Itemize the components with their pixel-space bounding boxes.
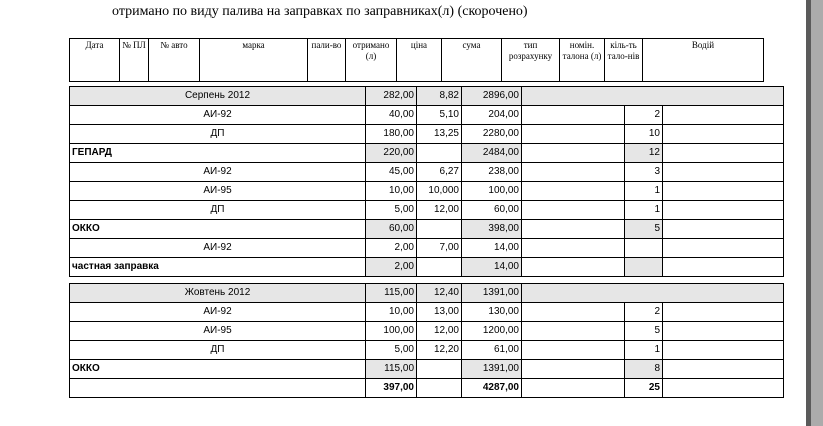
driver-cell	[663, 220, 784, 239]
type-cell	[522, 258, 625, 277]
type-cell	[522, 201, 625, 220]
fuel-row	[70, 303, 784, 322]
gap-cell	[70, 277, 784, 284]
price-cell	[417, 379, 462, 398]
price-cell: 12,00	[417, 322, 462, 341]
type-cell	[522, 360, 625, 379]
column-header: № авто	[149, 39, 200, 82]
report-title: отримано по виду палива на заправках по заправниках(л) (скорочено)	[112, 4, 528, 19]
group-gap	[70, 277, 784, 284]
count-cell: 10	[625, 125, 663, 144]
total-row	[70, 379, 784, 398]
driver-cell	[663, 258, 784, 277]
fuel-row	[70, 163, 784, 182]
sum-cell: 2280,00	[462, 125, 522, 144]
station-row	[70, 220, 784, 239]
column-header: отримано (л)	[346, 39, 397, 82]
fuel-label: ДП	[70, 341, 366, 360]
month-filler	[522, 87, 784, 106]
price-cell: 13,00	[417, 303, 462, 322]
column-header: тип розрахунку	[502, 39, 560, 82]
driver-cell	[663, 163, 784, 182]
price-cell: 7,00	[417, 239, 462, 258]
type-cell	[522, 379, 625, 398]
fuel-label: АИ-95	[70, 322, 366, 341]
month-row	[70, 284, 784, 303]
qty-cell: 220,00	[366, 144, 417, 163]
fuel-label: АИ-92	[70, 106, 366, 125]
count-cell: 1	[625, 341, 663, 360]
sum-cell: 14,00	[462, 258, 522, 277]
price-cell: 8,82	[417, 87, 462, 106]
column-header: Дата	[70, 39, 120, 82]
month-filler	[522, 284, 784, 303]
qty-cell: 180,00	[366, 125, 417, 144]
station-row	[70, 144, 784, 163]
fuel-row	[70, 125, 784, 144]
driver-cell	[663, 144, 784, 163]
report-body-table	[69, 86, 784, 398]
qty-cell: 40,00	[366, 106, 417, 125]
sum-cell: 61,00	[462, 341, 522, 360]
sum-cell: 1200,00	[462, 322, 522, 341]
price-cell	[417, 144, 462, 163]
fuel-label: ДП	[70, 201, 366, 220]
fuel-label: АИ-95	[70, 182, 366, 201]
driver-cell	[663, 201, 784, 220]
count-cell	[625, 258, 663, 277]
fuel-row	[70, 106, 784, 125]
type-cell	[522, 239, 625, 258]
type-cell	[522, 220, 625, 239]
sum-cell: 60,00	[462, 201, 522, 220]
fuel-label: АИ-92	[70, 163, 366, 182]
station-label: ОККО	[70, 220, 366, 239]
qty-cell: 45,00	[366, 163, 417, 182]
station-label: ГЕПАРД	[70, 144, 366, 163]
column-header: ціна	[397, 39, 442, 82]
count-cell: 2	[625, 106, 663, 125]
column-header: марка	[200, 39, 308, 82]
fuel-label: АИ-92	[70, 303, 366, 322]
total-label	[70, 379, 366, 398]
driver-cell	[663, 182, 784, 201]
column-header: номін. талона (л)	[560, 39, 605, 82]
price-cell: 12,20	[417, 341, 462, 360]
column-header: сума	[442, 39, 502, 82]
type-cell	[522, 163, 625, 182]
fuel-row	[70, 182, 784, 201]
count-cell: 12	[625, 144, 663, 163]
price-cell: 10,000	[417, 182, 462, 201]
qty-cell: 282,00	[366, 87, 417, 106]
type-cell	[522, 144, 625, 163]
sum-cell: 130,00	[462, 303, 522, 322]
type-cell	[522, 182, 625, 201]
type-cell	[522, 303, 625, 322]
sum-cell: 100,00	[462, 182, 522, 201]
qty-cell: 397,00	[366, 379, 417, 398]
sum-cell: 4287,00	[462, 379, 522, 398]
qty-cell: 115,00	[366, 360, 417, 379]
month-label: Серпень 2012	[70, 87, 366, 106]
price-cell: 5,10	[417, 106, 462, 125]
count-cell: 5	[625, 220, 663, 239]
station-label: частная заправка	[70, 258, 366, 277]
fuel-label: ДП	[70, 125, 366, 144]
driver-cell	[663, 379, 784, 398]
month-label: Жовтень 2012	[70, 284, 366, 303]
price-cell	[417, 220, 462, 239]
driver-cell	[663, 303, 784, 322]
qty-cell: 100,00	[366, 322, 417, 341]
qty-cell: 10,00	[366, 182, 417, 201]
type-cell	[522, 322, 625, 341]
count-cell: 5	[625, 322, 663, 341]
price-cell: 12,40	[417, 284, 462, 303]
header-row	[70, 39, 764, 82]
driver-cell	[663, 341, 784, 360]
price-cell	[417, 360, 462, 379]
station-label: ОККО	[70, 360, 366, 379]
station-row	[70, 258, 784, 277]
sum-cell: 2896,00	[462, 87, 522, 106]
type-cell	[522, 125, 625, 144]
price-cell: 13,25	[417, 125, 462, 144]
fuel-label: АИ-92	[70, 239, 366, 258]
qty-cell: 5,00	[366, 201, 417, 220]
count-cell: 3	[625, 163, 663, 182]
qty-cell: 2,00	[366, 258, 417, 277]
sum-cell: 1391,00	[462, 360, 522, 379]
type-cell	[522, 106, 625, 125]
count-cell: 1	[625, 201, 663, 220]
sum-cell: 2484,00	[462, 144, 522, 163]
driver-cell	[663, 360, 784, 379]
price-cell	[417, 258, 462, 277]
fuel-row	[70, 322, 784, 341]
station-row	[70, 360, 784, 379]
qty-cell: 2,00	[366, 239, 417, 258]
price-cell: 6,27	[417, 163, 462, 182]
count-cell: 25	[625, 379, 663, 398]
sum-cell: 14,00	[462, 239, 522, 258]
sum-cell: 1391,00	[462, 284, 522, 303]
fuel-row	[70, 201, 784, 220]
page-shadow	[806, 0, 811, 426]
qty-cell: 10,00	[366, 303, 417, 322]
column-header: Водій	[643, 39, 764, 82]
fuel-row	[70, 239, 784, 258]
qty-cell: 60,00	[366, 220, 417, 239]
driver-cell	[663, 322, 784, 341]
qty-cell: 5,00	[366, 341, 417, 360]
column-header: № ПЛ	[120, 39, 149, 82]
sum-cell: 238,00	[462, 163, 522, 182]
count-cell	[625, 239, 663, 258]
driver-cell	[663, 106, 784, 125]
fuel-row	[70, 341, 784, 360]
column-header: пали-во	[308, 39, 346, 82]
sum-cell: 398,00	[462, 220, 522, 239]
column-header: кіль-ть тало-нів	[605, 39, 643, 82]
count-cell: 2	[625, 303, 663, 322]
driver-cell	[663, 239, 784, 258]
report-header-table	[69, 38, 764, 82]
sum-cell: 204,00	[462, 106, 522, 125]
price-cell: 12,00	[417, 201, 462, 220]
qty-cell: 115,00	[366, 284, 417, 303]
count-cell: 8	[625, 360, 663, 379]
count-cell: 1	[625, 182, 663, 201]
month-row	[70, 87, 784, 106]
driver-cell	[663, 125, 784, 144]
type-cell	[522, 341, 625, 360]
